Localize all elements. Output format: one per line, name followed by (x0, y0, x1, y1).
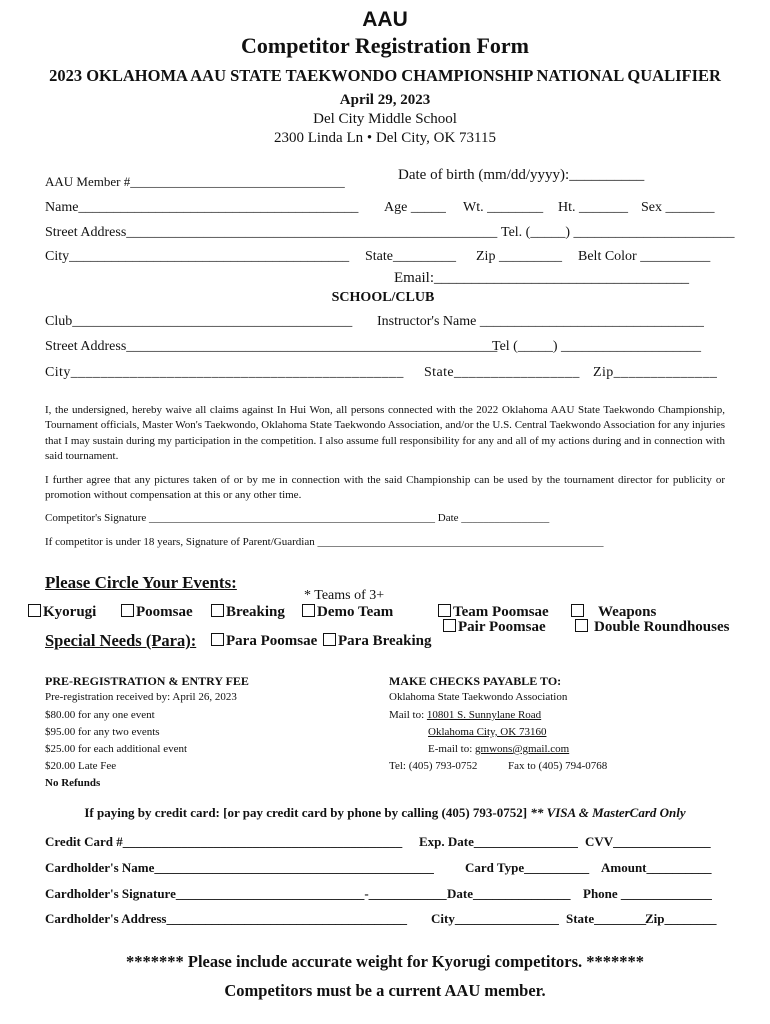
guardian-signature-field[interactable]: If competitor is under 18 years, Signature of Parent/Guardian ____________________________________________________ (45, 536, 604, 548)
aau-member-field[interactable]: AAU Member #_________________________________ (45, 174, 345, 189)
zip-field[interactable]: Zip _________ (476, 249, 562, 264)
double-roundhouses-label: Double Roundhouses (594, 619, 730, 635)
club-tel-field[interactable]: Tel (_____) ____________________ (492, 339, 702, 354)
prereg-deadline: Pre-registration received by: April 26, 2023 (45, 691, 237, 703)
email-to: E-mail to: gmwons@gmail.com (428, 743, 570, 755)
pair-poomsae-checkbox[interactable] (443, 619, 456, 632)
waiver-paragraph: I, the undersigned, hereby waive all claims against In Hui Won, all persons connected with the 2022 Oklahoma AAU State Taekwondo Championship, Tournament officials, Master Won's Taekwondo, Oklahoma State Taekwondo Association, and/or the U.S. Central Taekwondo Association for any injuries that I may sustain during my participation in the competition. I also assume full responsibility for any and all of my actions during and in connection with said tournament. (45, 404, 725, 462)
belt-color-field[interactable]: Belt Color __________ (578, 249, 711, 264)
team-poomsae-label: Team Poomsae (453, 604, 549, 620)
poomsae-checkbox[interactable] (121, 604, 134, 617)
name-field[interactable]: Name________________________________________ (45, 200, 359, 215)
membership-note: Competitors must be a current AAU member. (224, 981, 546, 1000)
city-field[interactable]: City________________________________________ (45, 249, 350, 264)
double-roundhouses-checkbox[interactable] (575, 619, 588, 632)
special-needs-heading: Special Needs (Para): (45, 631, 197, 650)
breaking-checkbox[interactable] (211, 604, 224, 617)
mail-city: Oklahoma City, OK 73160 (428, 726, 547, 738)
cardholder-signature-field[interactable]: Cardholder's Signature_____________________________-____________ (45, 886, 447, 901)
form-title: Competitor Registration Form (241, 33, 529, 58)
publicity-paragraph: I further agree that any pictures taken of or by me in connection with the said Championship can be used by the tournament director for publicity or promotion without compensation at this or any other time. (45, 474, 725, 502)
card-brands-note: ** VISA & MasterCard Only (530, 805, 686, 820)
club-zip-field[interactable]: Zip______________ (593, 365, 718, 380)
kyorugi-label: Kyorugi (43, 604, 97, 620)
fee-additional: $25.00 for each additional event (45, 743, 188, 755)
amount-field[interactable]: Amount__________ (601, 860, 712, 875)
mail-street: 10801 S. Sunnylane Road (426, 709, 542, 721)
event-breaking[interactable] (211, 604, 285, 621)
credit-card-number-field[interactable]: Credit Card #___________________________________________ (45, 834, 403, 849)
club-field[interactable]: Club________________________________________ (45, 314, 353, 329)
kyorugi-checkbox[interactable] (28, 604, 41, 617)
cardholder-address-field[interactable]: Cardholder's Address_____________________________________ (45, 911, 407, 926)
email-field[interactable]: Email:__________________________________ (394, 270, 689, 286)
payment-tel: Tel: (405) 793-0752 (389, 760, 478, 772)
poomsae-label: Poomsae (136, 604, 193, 620)
payment-fax: Fax to (405) 794-0768 (508, 760, 608, 772)
tel-field[interactable]: Tel. (_____) _______________________ (501, 225, 735, 240)
dob-field[interactable]: Date of birth (mm/dd/yyyy):__________ (398, 167, 645, 183)
event-para-breaking[interactable] (323, 633, 431, 650)
event-double-roundhouses[interactable] (575, 619, 729, 636)
payment-heading: MAKE CHECKS PAYABLE TO: (389, 674, 562, 688)
cardholder-state-field[interactable]: State________ (566, 911, 647, 926)
mail-to: Mail to: 10801 S. Sunnylane Road (389, 709, 542, 721)
event-poomsae[interactable] (121, 604, 193, 621)
height-field[interactable]: Ht. _______ (558, 200, 628, 215)
event-address: 2300 Linda Ln • Del City, OK 73115 (273, 130, 497, 146)
team-poomsae-checkbox[interactable] (438, 604, 451, 617)
events-heading: Please Circle Your Events: (45, 573, 237, 592)
para-breaking-checkbox[interactable] (323, 633, 336, 646)
event-para-poomsae[interactable] (211, 633, 317, 650)
fee-late: $20.00 Late Fee (45, 760, 117, 772)
event-pair-poomsae[interactable] (443, 619, 546, 636)
event-date: April 29, 2023 (339, 92, 431, 108)
weight-note: ******* Please include accurate weight for Kyorugi competitors. ******* (126, 952, 644, 971)
state-field[interactable]: State_________ (365, 249, 456, 264)
para-poomsae-checkbox[interactable] (211, 633, 224, 646)
teams-note: * Teams of 3+ (304, 588, 385, 603)
weight-field[interactable]: Wt. ________ (463, 200, 544, 215)
cardholder-name-field[interactable]: Cardholder's Name___________________________________________ (45, 860, 434, 875)
age-field[interactable]: Age _____ (384, 200, 446, 215)
cardholder-phone-field[interactable]: Phone ______________ (583, 886, 712, 901)
event-demo-team[interactable] (302, 604, 393, 621)
club-city-field[interactable]: City_____________________________________________ (45, 365, 404, 380)
card-type-field[interactable]: Card Type__________ (465, 860, 590, 875)
no-refunds: No Refunds (45, 777, 101, 789)
event-kyorugi[interactable] (28, 604, 96, 621)
club-heading: SCHOOL/CLUB (331, 290, 435, 305)
instructor-field[interactable]: Instructor's Name ________________________________ (377, 314, 704, 329)
cvv-field[interactable]: CVV_______________ (585, 834, 711, 849)
street-field[interactable]: Street Address_____________________________________________________ (45, 225, 498, 240)
event-venue: Del City Middle School (313, 111, 457, 127)
demo-team-checkbox[interactable] (302, 604, 315, 617)
weapons-checkbox[interactable] (571, 604, 584, 617)
fee-two-events: $95.00 for any two events (45, 726, 160, 738)
competitor-signature-field[interactable]: Competitor's Signature ____________________________________________________ Date ________________ (45, 512, 550, 524)
payment-email-link[interactable]: gmwons@gmail.com (475, 743, 570, 755)
payee: Oklahoma State Taekwondo Association (389, 691, 568, 703)
pair-poomsae-label: Pair Poomsae (458, 619, 546, 635)
para-poomsae-label: Para Poomsae (226, 633, 318, 649)
para-breaking-label: Para Breaking (338, 633, 432, 649)
sex-field[interactable]: Sex _______ (641, 200, 715, 215)
org-title: AAU (362, 8, 408, 31)
club-street-field[interactable]: Street Address_____________________________________________________ (45, 339, 498, 354)
fees-heading: PRE-REGISTRATION & ENTRY FEE (45, 674, 249, 688)
credit-card-intro: If paying by credit card: [or pay credit card by phone by calling (405) 793-0752] ** VISA & MasterCard Only (84, 805, 686, 820)
fee-one-event: $80.00 for any one event (45, 709, 155, 721)
breaking-label: Breaking (226, 604, 285, 620)
demo-team-label: Demo Team (317, 604, 394, 620)
weapons-label: Weapons (598, 604, 657, 620)
cardholder-date-field[interactable]: Date_______________ (447, 886, 571, 901)
cardholder-zip-field[interactable]: Zip________ (645, 911, 717, 926)
club-state-field[interactable]: State_________________ (424, 365, 580, 380)
expiry-date-field[interactable]: Exp. Date________________ (419, 834, 578, 849)
cardholder-city-field[interactable]: City________________ (431, 911, 559, 926)
event-title: 2023 OKLAHOMA AAU STATE TAEKWONDO CHAMPIONSHIP NATIONAL QUALIFIER (49, 66, 721, 85)
